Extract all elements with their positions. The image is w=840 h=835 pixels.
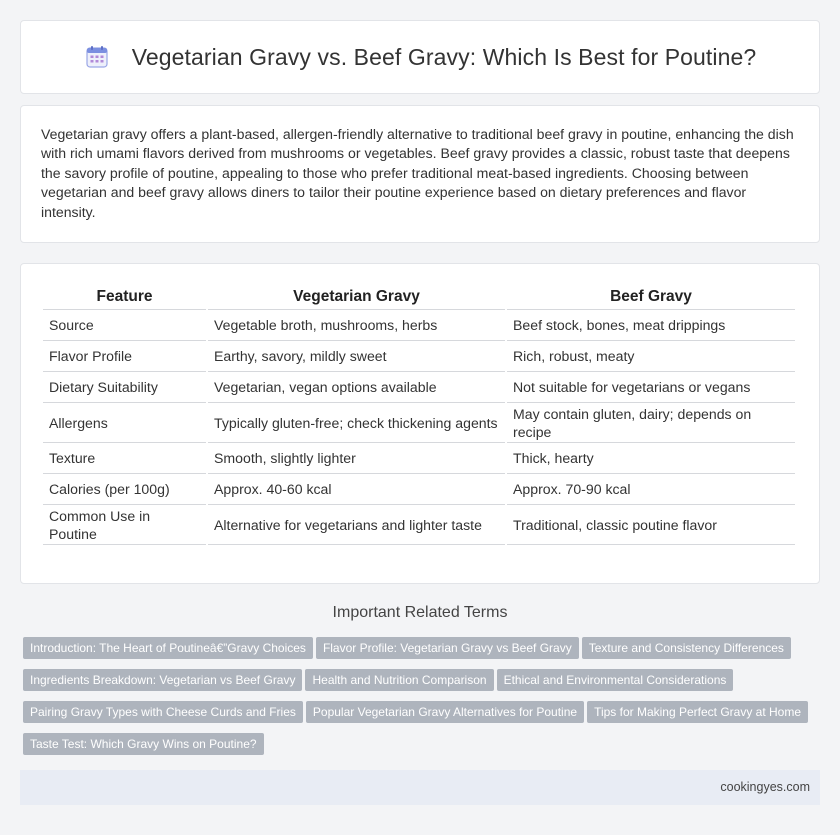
related-term-tag[interactable]: Tips for Making Perfect Gravy at Home bbox=[587, 701, 808, 723]
related-term-tag[interactable]: Texture and Consistency Differences bbox=[582, 637, 791, 659]
row-beef: Beef stock, bones, meat drippings bbox=[507, 310, 795, 341]
related-term-tag[interactable]: Health and Nutrition Comparison bbox=[305, 669, 493, 691]
row-beef: May contain gluten, dairy; depends on recipe bbox=[507, 403, 795, 443]
table-header-row bbox=[43, 284, 795, 310]
footer-site-link[interactable]: cookingyes.com bbox=[720, 780, 810, 794]
intro-card bbox=[20, 105, 820, 243]
row-beef: Not suitable for vegetarians or vegans bbox=[507, 372, 795, 403]
row-feature: Common Use in Poutine bbox=[43, 505, 206, 545]
row-feature: Flavor Profile bbox=[43, 341, 206, 372]
table-row bbox=[43, 443, 795, 474]
related-terms-title: Important Related Terms bbox=[332, 604, 508, 621]
row-feature: Source bbox=[43, 310, 206, 341]
row-vegetarian: Vegetarian, vegan options available bbox=[208, 372, 505, 403]
intro-text: Vegetarian gravy offers a plant-based, allergen-friendly alternative to traditional beef gravy in poutine, enhancing the dish with rich umami flavors derived from mushrooms or vegetables. Beef gravy provides a classic, robust taste that deepens the savory profile of poutine, appealing to those who prefer traditional meat-based ingredients. Choosing between vegetarian and beef gravy allows diners to tailor their poutine experience based on dietary preferences and flavor intensity. bbox=[41, 126, 794, 220]
header-feature: Feature bbox=[43, 284, 206, 310]
row-vegetarian: Alternative for vegetarians and lighter taste bbox=[208, 505, 505, 545]
row-feature: Calories (per 100g) bbox=[43, 474, 206, 505]
title-card bbox=[20, 20, 820, 94]
related-term-tag[interactable]: Pairing Gravy Types with Cheese Curds and Fries bbox=[23, 701, 303, 723]
table-row bbox=[43, 505, 795, 545]
footer bbox=[20, 770, 820, 805]
row-beef: Thick, hearty bbox=[507, 443, 795, 474]
header-beef: Beef Gravy bbox=[507, 284, 795, 310]
row-beef: Approx. 70-90 kcal bbox=[507, 474, 795, 505]
related-terms-list bbox=[23, 637, 823, 765]
row-vegetarian: Vegetable broth, mushrooms, herbs bbox=[208, 310, 505, 341]
row-beef: Traditional, classic poutine flavor bbox=[507, 505, 795, 545]
calendar-icon bbox=[84, 44, 110, 70]
row-feature: Texture bbox=[43, 443, 206, 474]
row-feature: Dietary Suitability bbox=[43, 372, 206, 403]
row-beef: Rich, robust, meaty bbox=[507, 341, 795, 372]
row-vegetarian: Approx. 40-60 kcal bbox=[208, 474, 505, 505]
row-vegetarian: Earthy, savory, mildly sweet bbox=[208, 341, 505, 372]
row-feature: Allergens bbox=[43, 403, 206, 443]
related-term-tag[interactable]: Flavor Profile: Vegetarian Gravy vs Beef Gravy bbox=[316, 637, 579, 659]
table-row bbox=[43, 403, 795, 443]
comparison-table bbox=[41, 284, 797, 545]
related-term-tag[interactable]: Ingredients Breakdown: Vegetarian vs Beef Gravy bbox=[23, 669, 302, 691]
row-vegetarian: Smooth, slightly lighter bbox=[208, 443, 505, 474]
comparison-card bbox=[20, 263, 820, 584]
row-vegetarian: Typically gluten-free; check thickening agents bbox=[208, 403, 505, 443]
header-vegetarian: Vegetarian Gravy bbox=[208, 284, 505, 310]
related-term-tag[interactable]: Introduction: The Heart of Poutineâ€”Gravy Choices bbox=[23, 637, 313, 659]
table-row bbox=[43, 474, 795, 505]
related-term-tag[interactable]: Taste Test: Which Gravy Wins on Poutine? bbox=[23, 733, 264, 755]
table-row bbox=[43, 310, 795, 341]
page-title: Vegetarian Gravy vs. Beef Gravy: Which Is Best for Poutine? bbox=[131, 43, 757, 70]
table-row bbox=[43, 341, 795, 372]
table-row bbox=[43, 372, 795, 403]
related-term-tag[interactable]: Popular Vegetarian Gravy Alternatives for Poutine bbox=[306, 701, 584, 723]
related-term-tag[interactable]: Ethical and Environmental Considerations bbox=[497, 669, 734, 691]
